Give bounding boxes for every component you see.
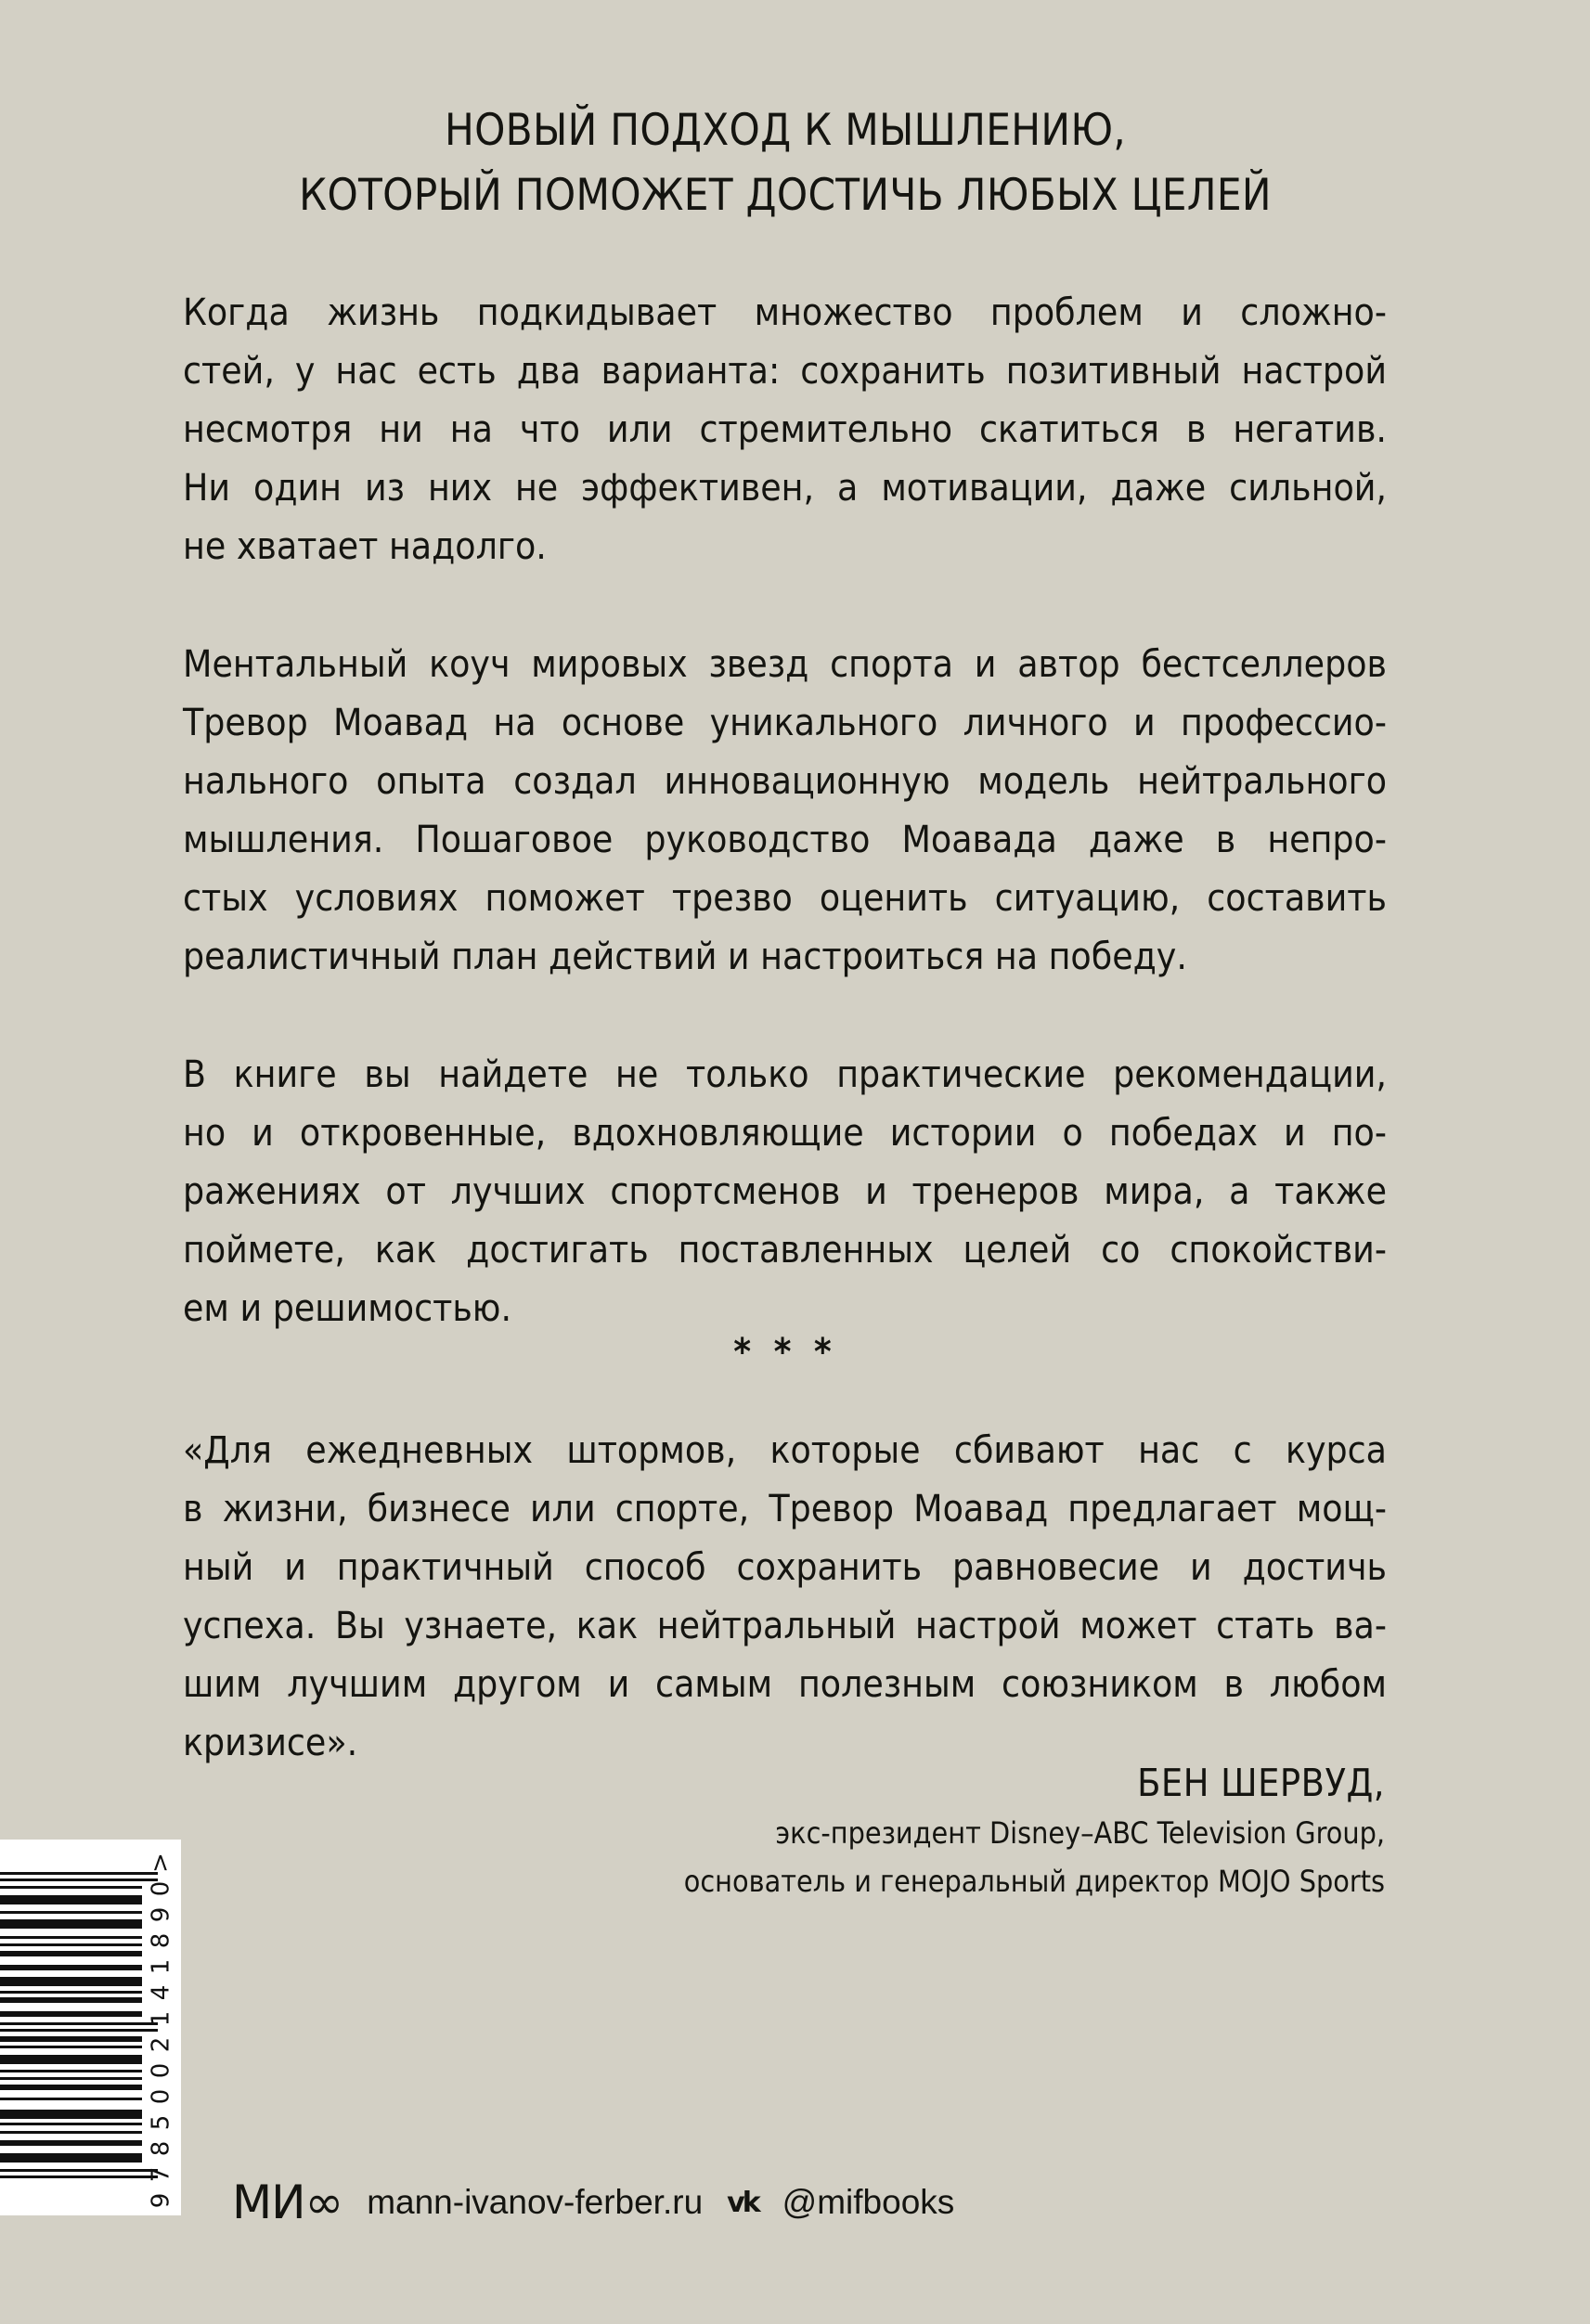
text-line: но и откровенные, вдохновляющие истории о победах и по- [183,1110,1387,1155]
isbn-barcode [0,1840,181,2215]
cover-heading [182,98,1389,228]
text-line: «Для ежедневных штормов, которые сбивают нас с курса [183,1427,1387,1472]
barcode-digit: 9 [146,1906,175,1923]
text-line: нального опыта создал инновационную модель нейтрального [183,758,1387,803]
heading-line-2: КОТОРЫЙ ПОМОЖЕТ ДОСТИЧЬ ЛЮБЫХ ЦЕЛЕЙ [299,170,1272,221]
text-line: несмотря ни на что или стремительно скатиться в негатив. [183,407,1387,451]
text-line: кризисе». [183,1720,358,1764]
barcode-digits [144,1851,177,2213]
publisher-logo: МИ∞ [232,2176,343,2229]
attribution-name: БЕН ШЕРВУД, [1137,1761,1385,1805]
social-handle-link[interactable]: @mifbooks [782,2183,955,2221]
text-line: Тревор Моавад на основе уникального личного и профессио- [183,700,1387,744]
text-line: ражениях от лучших спортсменов и тренеров мира, а также [183,1168,1387,1213]
barcode-digit: 2 [146,2036,175,2053]
text-line: В книге вы найдете не только практические рекомендации, [183,1052,1387,1096]
attribution-role-line-1: экс-президент Disney–ABC Television Group, [775,1815,1385,1851]
barcode-digit: 8 [146,2140,175,2157]
publisher-footer [232,2175,954,2230]
text-line: ем и решимостью. [183,1285,512,1330]
barcode-digit: 1 [146,2010,175,2027]
text-line: реалистичный план действий и настроиться на победу. [183,934,1187,978]
description-paragraph-1 [183,283,1387,575]
text-line: не хватает надолго. [183,523,547,568]
description-paragraph-2 [183,635,1387,986]
text-line: Ментальный коуч мировых звезд спорта и автор бестселлеров [183,641,1387,686]
barcode-end-marker: > [146,1853,175,1873]
text-line: мышления. Пошаговое руководство Моавада даже в непро- [183,817,1387,861]
vk-icon[interactable]: vk [727,2186,758,2219]
barcode-digit: 0 [146,2088,175,2105]
barcode-digit: 0 [146,2062,175,2079]
barcode-digit: 0 [146,1880,175,1897]
section-separator: * * * [733,1331,837,1374]
text-line: стей, у нас есть два варианта: сохранить позитивный настрой [183,348,1387,393]
barcode-bars-icon [0,1840,158,2215]
text-line: в жизни, бизнесе или спорте, Тревор Моавад предлагает мощ- [183,1486,1387,1530]
publisher-website-link[interactable]: mann-ivanov-ferber.ru [367,2183,704,2221]
text-line: поймете, как достигать поставленных целей со спокойстви- [183,1227,1387,1272]
barcode-digit: 4 [146,1984,175,2001]
text-line: ный и практичный способ сохранить равновесие и достичь [183,1544,1387,1589]
text-line: шим лучшим другом и самым полезным союзником в любом [183,1661,1387,1706]
description-paragraph-3 [183,1045,1387,1337]
testimonial-quote [183,1421,1387,1772]
quote-attribution [684,1757,1385,1905]
text-line: успеха. Вы узнаете, как нейтральный настрой может стать ва- [183,1603,1387,1647]
text-line: стых условиях поможет трезво оценить ситуацию, составить [183,875,1387,920]
barcode-digit: 8 [146,1932,175,1949]
text-line: Когда жизнь подкидывает множество проблем и сложно- [183,290,1387,334]
attribution-role-line-2: основатель и генеральный директор MOJO Sports [683,1864,1385,1899]
heading-line-1: НОВЫЙ ПОДХОД К МЫШЛЕНИЮ, [444,105,1126,156]
text-line: Ни один из них не эффективен, а мотивации, даже сильной, [183,465,1387,510]
barcode-digit: 7 [146,2166,175,2183]
barcode-digit: 9 [146,2192,175,2209]
barcode-digit: 1 [146,1958,175,1975]
barcode-digit: 5 [146,2114,175,2131]
